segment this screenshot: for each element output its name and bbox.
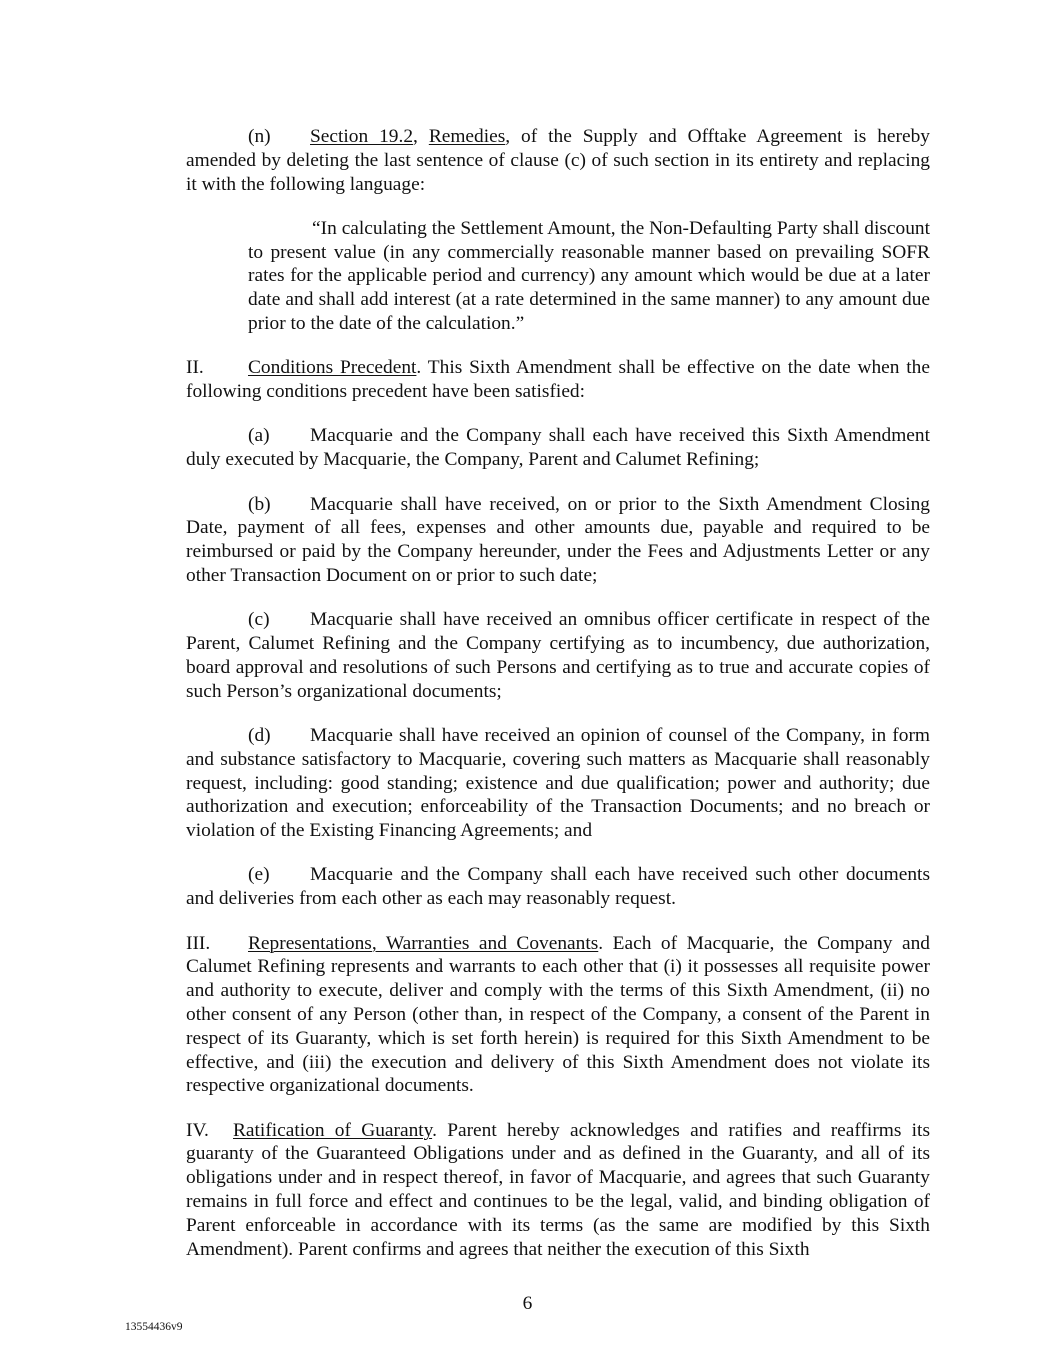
section-ii-text: . This Sixth Amendment shall be effective on the date when the following conditions precedent have been satisfied: bbox=[186, 357, 930, 403]
condition-text: Macquarie and the Company shall each have received such other documents and deliveries from each other as each may reasonably request. bbox=[186, 864, 930, 910]
condition-item-b bbox=[186, 493, 930, 588]
section-iii-numeral: III. bbox=[186, 932, 211, 954]
condition-item-a bbox=[186, 424, 930, 472]
condition-label: (e) bbox=[248, 864, 270, 886]
condition-label: (c) bbox=[248, 609, 270, 631]
section-ii-numeral: II. bbox=[186, 357, 204, 379]
section-iii bbox=[186, 932, 930, 1099]
quoted-language: “In calculating the Settlement Amount, the Non-Defaulting Party shall discount to present value (in any commercially reasonable manner based on prevailing SOFR rates for the applicable period and currency) any amount which would be due at a later date and shall add interest (at a rate determined in the same manner) to any amount due prior to the date of the calculation.” bbox=[248, 217, 930, 335]
clause-n-text: , of the Supply and Offtake Agreement is hereby amended by deleting the last sentence of clause (c) of such section in its entirety and replacing it with the following language: bbox=[186, 126, 930, 195]
section-ii-heading: Conditions Precedent bbox=[248, 357, 417, 379]
condition-item-d bbox=[186, 724, 930, 843]
section-iv-heading: Ratification of Guaranty bbox=[233, 1119, 433, 1141]
section-iv bbox=[186, 1119, 930, 1262]
condition-label: (d) bbox=[248, 724, 271, 746]
condition-text: Macquarie and the Company shall each have received this Sixth Amendment duly executed by Macquarie, the Company, Parent and Calumet Refining; bbox=[186, 425, 930, 471]
condition-text: Macquarie shall have received, on or prior to the Sixth Amendment Closing Date, payment of all fees, expenses and other amounts due, payable and required to be reimbursed or paid by the Company hereunder, under the Fees and Adjustments Letter or any other Transaction Document on or prior to such date; bbox=[186, 493, 930, 586]
section-iii-text: . Each of Macquarie, the Company and Calumet Refining represents and warrants to each other that (i) it possesses all requisite power and authority to execute, deliver and comply with the terms of this Sixth Amendment, (ii) no other consent of any Person (other than, in respect of the Company, a consent of the Parent in respect of its Guaranty, which is set forth herein) is required for this Sixth Amendment to be effective, and (iii) the execution and delivery of this Sixth Amendment does not violate its respective organizational documents. bbox=[186, 932, 931, 1097]
page-number: 6 bbox=[522, 1293, 533, 1314]
section-iv-numeral: IV. bbox=[186, 1119, 209, 1141]
section-title-remedies: Remedies bbox=[428, 126, 506, 147]
condition-item-e bbox=[186, 863, 930, 911]
clause-n-label: (n) bbox=[248, 126, 271, 147]
condition-text: Macquarie shall have received an opinion of counsel of the Company, in form and substance satisfactory to Macquarie, covering such matters as Macquarie shall reasonably request, including: good standing; existence and due qualification; power and authority; due authorization and execution; enforceability of the Transaction Documents; and no breach or violation of the Existing Financing Agreements; and bbox=[186, 724, 930, 842]
condition-text: Macquarie shall have received an omnibus officer certificate in respect of the Parent, Calumet Refining and the Company certifying as to incumbency, due authorization, board approval and resolutions of such Persons and certifying as to true and accurate copies of such Person’s organizational documents; bbox=[186, 609, 930, 702]
section-ii-intro bbox=[186, 356, 930, 404]
document-page bbox=[186, 125, 930, 1282]
condition-label: (a) bbox=[248, 425, 270, 447]
document-id: 13554436v9 bbox=[125, 1321, 183, 1333]
condition-label: (b) bbox=[248, 493, 271, 515]
clause-n: (n) Section 19.2, Remedies, of the Supply and Offtake Agreement is hereby amended by deleting the last sentence of clause (c) of such section in its entirety and replacing it with the following language: bbox=[186, 126, 930, 195]
condition-item-c bbox=[186, 608, 930, 703]
section-iii-heading: Representations, Warranties and Covenants bbox=[248, 932, 599, 954]
section-reference: Section 19.2 bbox=[310, 126, 414, 147]
section-iv-text: . Parent hereby acknowledges and ratifies and reaffirms its guaranty of the Guaranteed Obligations under and as defined in the Guaranty, and all of its obligations under and in respect thereof, in favor of Macquarie, and agrees that such Guaranty remains in full force and effect and continues to be the legal, valid, and binding obligation of Parent enforceable in accordance with its terms (as the same are modified by this Sixth Amendment). Parent confirms and agrees that neither the execution of this Sixth bbox=[186, 1119, 930, 1260]
